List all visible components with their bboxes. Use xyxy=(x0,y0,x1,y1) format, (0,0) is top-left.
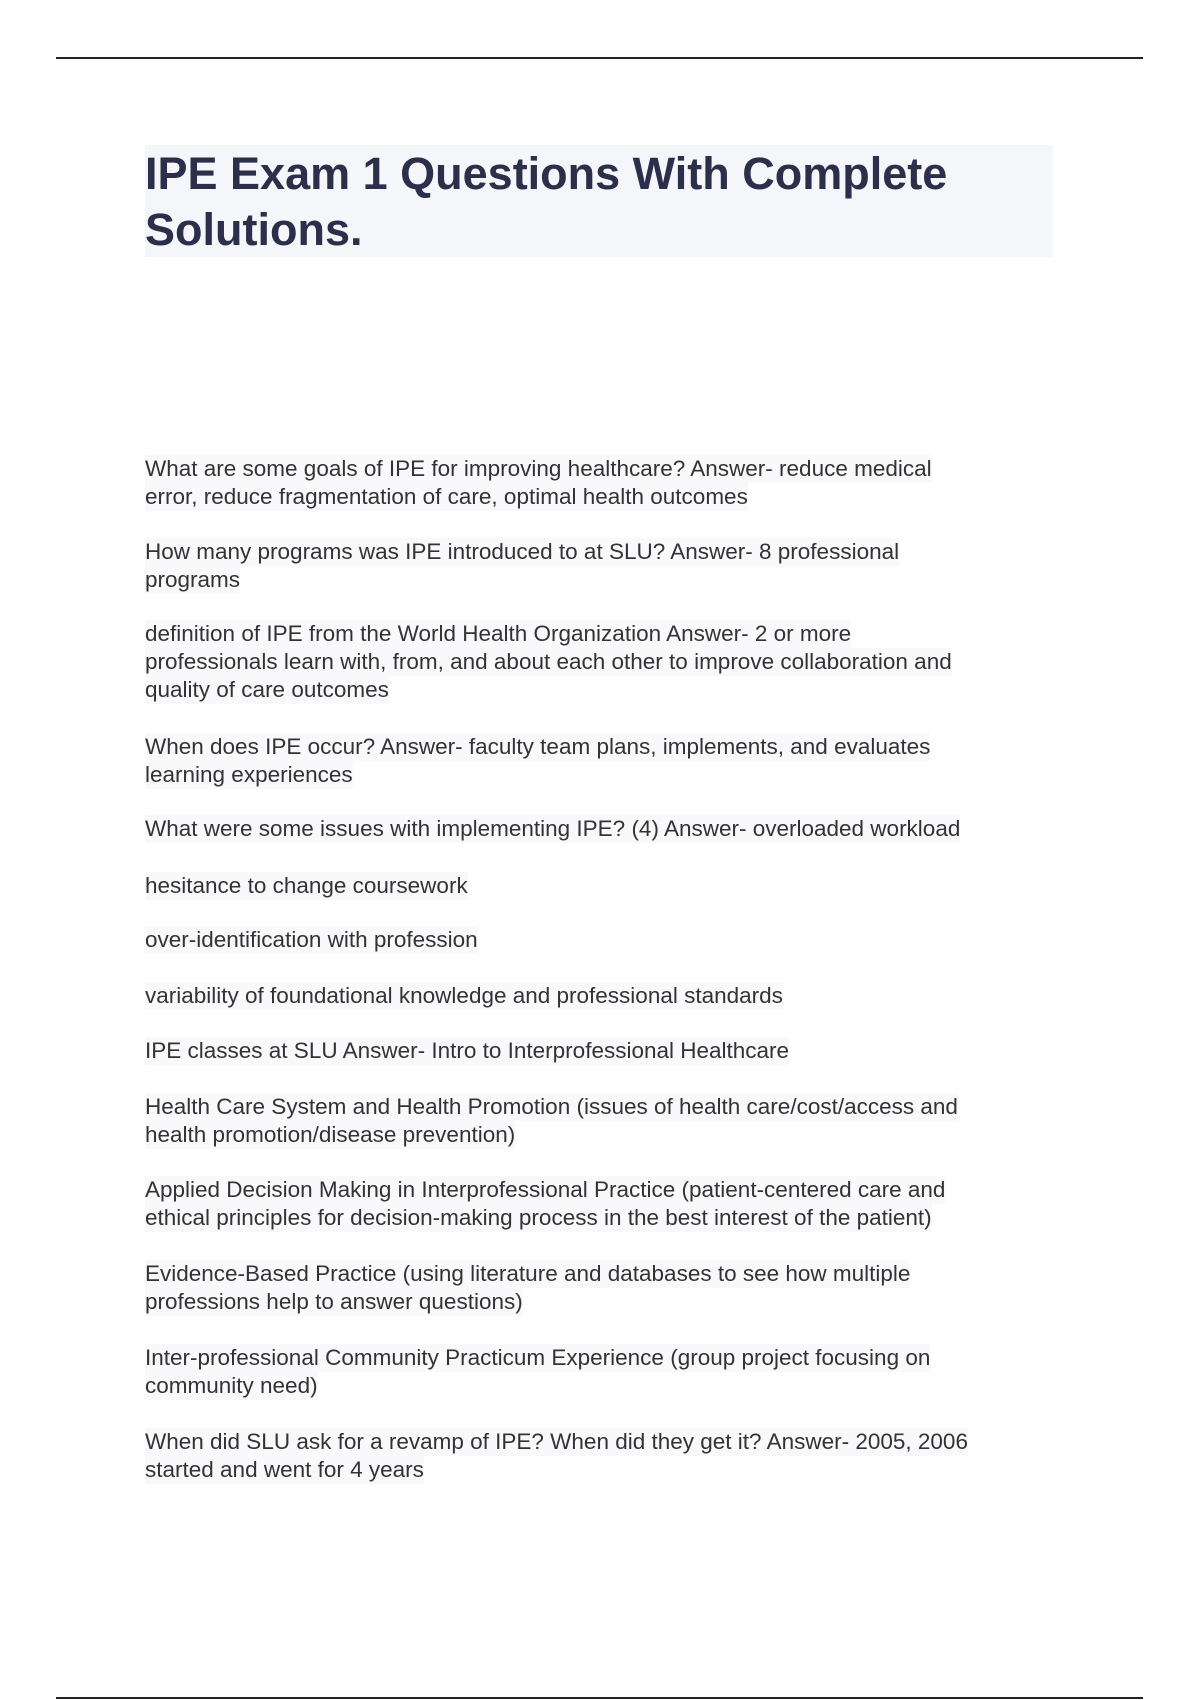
paragraph-line: quality of care outcomes xyxy=(145,677,389,702)
top-rule xyxy=(56,57,1143,59)
qa-paragraph xyxy=(145,1093,958,1149)
qa-paragraph xyxy=(145,815,960,843)
title-line: Solutions. xyxy=(145,204,363,255)
bottom-rule xyxy=(56,1697,1143,1699)
document-title xyxy=(145,146,947,258)
paragraph-line: Health Care System and Health Promotion (issues of health care/cost/access and xyxy=(145,1094,958,1119)
paragraph-line: definition of IPE from the World Health Organization Answer- 2 or more xyxy=(145,621,852,646)
paragraph-line: professions help to answer questions) xyxy=(145,1289,523,1314)
qa-paragraph xyxy=(145,733,930,789)
paragraph-line: started and went for 4 years xyxy=(145,1457,424,1482)
paragraph-line: What are some goals of IPE for improving healthcare? Answer- reduce medical xyxy=(145,456,932,481)
paragraph-line: When did SLU ask for a revamp of IPE? When did they get it? Answer- 2005, 2006 xyxy=(145,1429,968,1454)
qa-paragraph xyxy=(145,1344,930,1400)
qa-paragraph xyxy=(145,538,899,594)
paragraph-line: Inter-professional Community Practicum Experience (group project focusing on xyxy=(145,1345,931,1370)
qa-paragraph xyxy=(145,1428,968,1484)
paragraph-line: variability of foundational knowledge and professional standards xyxy=(145,983,783,1008)
paragraph-line: Evidence-Based Practice (using literature and databases to see how multiple xyxy=(145,1261,911,1286)
qa-paragraph xyxy=(145,1260,910,1316)
paragraph-line: professionals learn with, from, and about each other to improve collaboration and xyxy=(145,649,952,674)
qa-paragraph xyxy=(145,926,478,954)
paragraph-line: hesitance to change coursework xyxy=(145,873,468,898)
paragraph-line: How many programs was IPE introduced to at SLU? Answer- 8 professional xyxy=(145,539,900,564)
paragraph-line: over-identification with profession xyxy=(145,927,478,952)
qa-paragraph xyxy=(145,455,932,511)
qa-paragraph xyxy=(145,872,468,900)
paragraph-line: community need) xyxy=(145,1373,318,1398)
title-line: IPE Exam 1 Questions With Complete xyxy=(145,148,948,199)
paragraph-line: ethical principles for decision-making process in the best interest of the patient) xyxy=(145,1205,932,1230)
qa-paragraph xyxy=(145,620,952,704)
paragraph-line: learning experiences xyxy=(145,762,353,787)
paragraph-line: programs xyxy=(145,567,241,592)
paragraph-line: IPE classes at SLU Answer- Intro to Interprofessional Healthcare xyxy=(145,1038,790,1063)
paragraph-line: Applied Decision Making in Interprofessional Practice (patient-centered care and xyxy=(145,1177,946,1202)
paragraph-line: What were some issues with implementing IPE? (4) Answer- overloaded workload xyxy=(145,816,961,841)
qa-paragraph xyxy=(145,1037,789,1065)
paragraph-line: error, reduce fragmentation of care, optimal health outcomes xyxy=(145,484,748,509)
paragraph-line: When does IPE occur? Answer- faculty team plans, implements, and evaluates xyxy=(145,734,931,759)
qa-paragraph xyxy=(145,982,783,1010)
paragraph-line: health promotion/disease prevention) xyxy=(145,1122,516,1147)
qa-paragraph xyxy=(145,1176,945,1232)
